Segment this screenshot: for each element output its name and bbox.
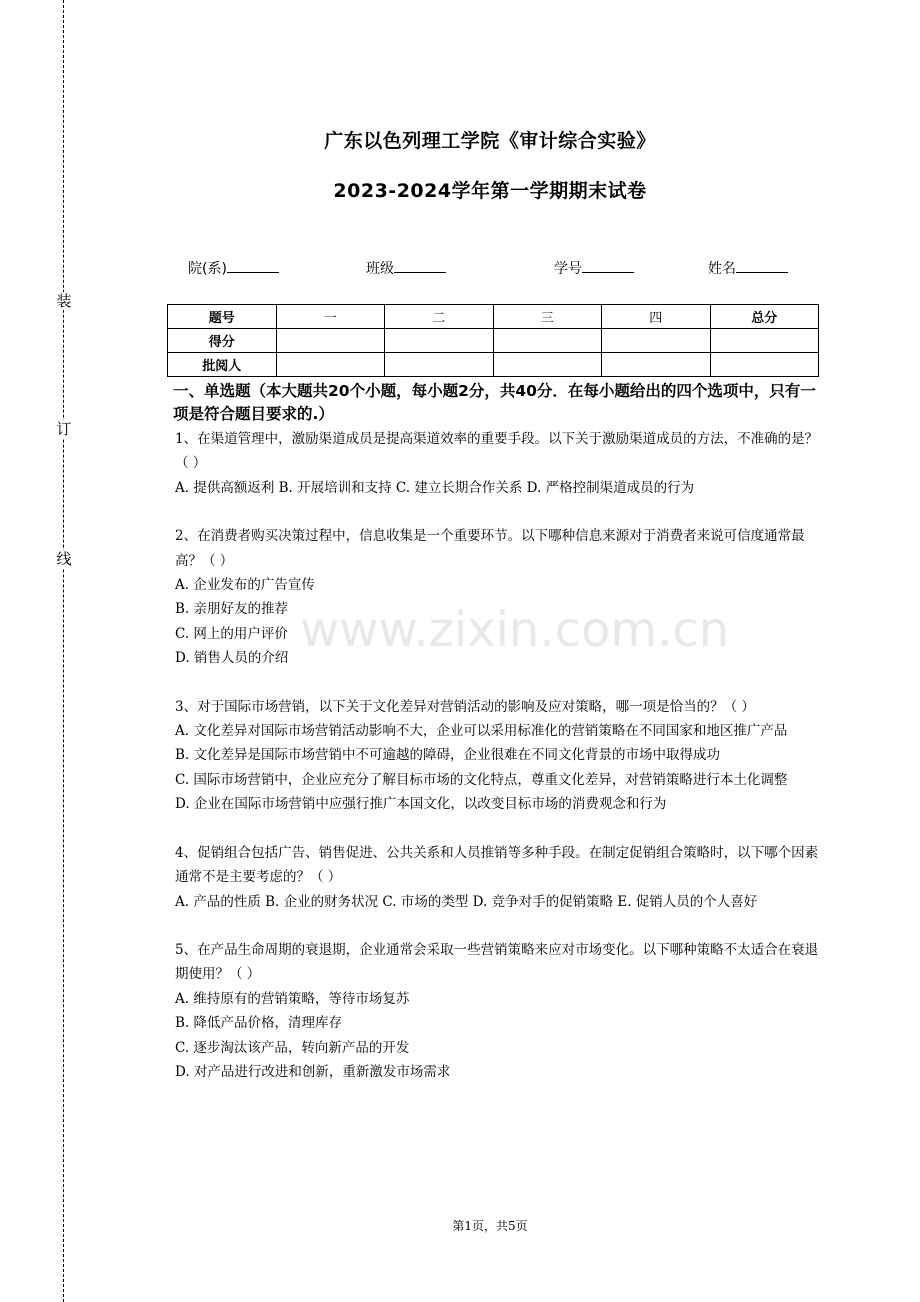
reviewer-cell[interactable] [276, 353, 385, 377]
binding-char-xian: 线 [56, 550, 72, 568]
question-option: A. 产品的性质 B. 企业的财务状况 C. 市场的类型 D. 竞争对手的促销策略 E. 促销人员的个人喜好 [175, 893, 758, 910]
score-header-cell: 一 [276, 305, 385, 329]
question-option: D. 企业在国际市场营销中应强行推广本国文化，以改变目标市场的消费观念和行为 [175, 796, 667, 813]
section1-heading: 一、单选题（本大题共20个小题，每小题2分，共40分．在每小题给出的四个选项中，只有一项是符合题目要求的.） [173, 382, 816, 423]
score-cell[interactable] [710, 329, 819, 353]
class-blank[interactable] [394, 257, 446, 273]
binding-char-zhuang: 装 [56, 292, 72, 310]
page-footer: 第1页，共5页 [452, 1219, 528, 1233]
reviewer-cell[interactable] [385, 353, 494, 377]
question-option: A. 提供高额返利 B. 开展培训和支持 C. 建立长期合作关系 D. 严格控制渠道成员的行为 [175, 479, 695, 496]
reviewer-cell[interactable] [710, 353, 819, 377]
score-cell[interactable] [385, 329, 494, 353]
student-id-field[interactable] [554, 257, 634, 278]
question-2 [175, 524, 820, 670]
question-option: C. 网上的用户评价 [175, 625, 288, 642]
exam-content [175, 380, 820, 1108]
question-stem: 4、促销组合包括广告、销售促进、公共关系和人员推销等多种手段。在制定促销组合策略时，以下哪个因素通常不是主要考虑的？（ ） [175, 844, 819, 886]
reviewer-row-label: 批阅人 [168, 353, 277, 377]
question-option: B. 文化差异是国际市场营销中不可逾越的障碍，企业很难在不同文化背景的市场中取得成功 [175, 747, 721, 764]
exam-title-line2: 2023-2024学年第一学期期末试卷 [333, 180, 647, 202]
question-option: B. 降低产品价格，清理库存 [175, 1015, 343, 1032]
question-stem: 1、在渠道管理中，激励渠道成员是提高渠道效率的重要手段。以下关于激励渠道成员的方法，不准确的是？（ ） [175, 431, 819, 472]
score-table [167, 304, 819, 377]
name-label: 姓名 [708, 261, 736, 277]
question-option: A. 维持原有的营销策略，等待市场复苏 [175, 990, 410, 1007]
question-4 [175, 841, 820, 914]
question-option: D. 对产品进行改进和创新，重新激发市场需求 [175, 1063, 451, 1080]
reviewer-row [168, 353, 819, 377]
question-stem: 5、在产品生命周期的衰退期，企业通常会采取一些营销策略来应对市场变化。以下哪种策略不太适合在衰退期使用？（ ） [175, 941, 819, 983]
question-3 [175, 695, 820, 817]
reviewer-cell[interactable] [602, 353, 711, 377]
class-label: 班级 [366, 261, 394, 277]
name-field[interactable] [708, 257, 788, 278]
question-stem: 3、对于国际市场营销，以下关于文化差异对营销活动的影响及应对策略，哪一项是恰当的？（ ） [175, 698, 755, 715]
question-option: D. 销售人员的介绍 [175, 650, 289, 667]
question-option: C. 逐步淘汰该产品，转向新产品的开发 [175, 1039, 410, 1056]
score-header-cell: 题号 [168, 305, 277, 329]
name-blank[interactable] [736, 257, 788, 273]
student-id-label: 学号 [554, 261, 582, 277]
question-option: B. 亲朋好友的推荐 [175, 601, 289, 618]
class-field[interactable] [366, 257, 446, 278]
score-cell[interactable] [493, 329, 602, 353]
student-info-row [188, 257, 828, 279]
reviewer-cell[interactable] [493, 353, 602, 377]
score-row-label: 得分 [168, 329, 277, 353]
score-header-cell: 三 [493, 305, 602, 329]
question-1 [175, 427, 820, 500]
question-option: C. 国际市场营销中，企业应充分了解目标市场的文化特点，尊重文化差异，对营销策略进行本土化调整 [175, 771, 788, 788]
question-option: A. 企业发布的广告宣传 [175, 577, 315, 594]
score-table-header-row [168, 305, 819, 329]
score-header-cell: 四 [602, 305, 711, 329]
score-cell[interactable] [602, 329, 711, 353]
watermark: www.zixin.com.cn [300, 602, 730, 658]
student-id-blank[interactable] [582, 257, 634, 273]
question-5 [175, 938, 820, 1084]
score-header-cell: 二 [385, 305, 494, 329]
score-cell[interactable] [276, 329, 385, 353]
exam-title-line1: 广东以色列理工学院《审计综合实验》 [324, 130, 656, 152]
question-option: A. 文化差异对国际市场营销活动影响不大，企业可以采用标准化的营销策略在不同国家和地区推广产品 [175, 723, 788, 740]
question-stem: 2、在消费者购买决策过程中，信息收集是一个重要环节。以下哪种信息来源对于消费者来说可信度通常最高？（ ） [175, 528, 805, 569]
binding-char-ding: 订 [56, 420, 72, 438]
score-header-cell: 总分 [710, 305, 819, 329]
score-row [168, 329, 819, 353]
department-field[interactable] [188, 257, 279, 278]
department-label: 院(系) [188, 261, 227, 277]
department-blank[interactable] [227, 257, 279, 273]
